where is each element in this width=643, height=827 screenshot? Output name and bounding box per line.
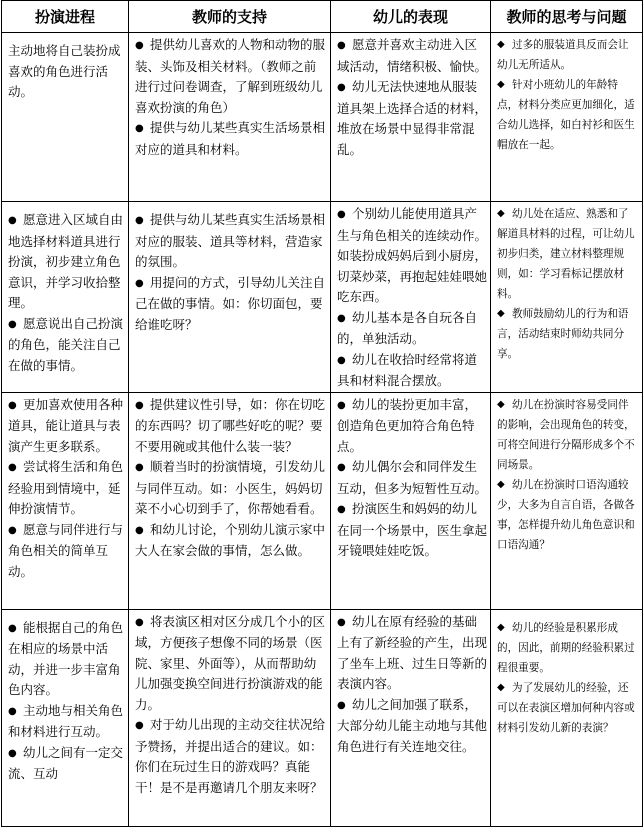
- reflection-item: ◆ 针对小班幼儿的年龄特点，材料分类应更加细化，适合幼儿选择，如白衬衫和医生帽放在一起。: [497, 75, 639, 155]
- bullet-icon: ●: [8, 524, 17, 536]
- reflection-item: ◆ 幼儿在扮演时口语沟通较少，大多为自言自语，各做各事，怎样提升幼儿角色意识和口语沟通？: [497, 475, 639, 555]
- teaching-observation-table: [1, 0, 643, 827]
- reflection-item: ◆ 幼儿的经验是积累形成的，因此，前期的经验积累过程很重要。: [497, 618, 639, 678]
- header-teacher-support: 教师的支持: [129, 1, 331, 33]
- performance-item: ● 幼儿在收拾时经常将道具和材料混合摆放。: [337, 351, 478, 388]
- diamond-bullet-icon: ◆: [497, 398, 505, 410]
- header-teacher-reflection: 教师的思考与问题: [491, 1, 643, 33]
- bullet-icon: ●: [337, 462, 346, 473]
- reflection-item: ◆ 教师鼓励幼儿的行为和语言，活动结束时师幼共同分享。: [497, 304, 639, 364]
- header-row: [2, 1, 643, 33]
- bullet-icon: ●: [135, 215, 144, 226]
- reflection-item: ◆ 幼儿在扮演时容易受同伴的影响，会出现角色的转变，可将空间进行分隔形成多个不同场景。: [497, 395, 639, 475]
- bullet-icon: ●: [135, 616, 144, 628]
- support-item: ● 将表演区相对区分成几个小的区域，方便孩子想像不同的场景（医院、家里、外面等），从而帮助幼儿加强变换空间进行扮演游戏的能力。: [135, 613, 326, 712]
- diamond-bullet-icon: ◆: [497, 208, 505, 219]
- bullet-icon: ●: [135, 720, 144, 731]
- performance-item: ● 愿意并喜欢主动进入区域活动，情绪积极、愉快。: [337, 37, 488, 74]
- bullet-icon: ●: [337, 40, 346, 51]
- header-process: 扮演进程: [2, 1, 129, 33]
- performance-cell: [331, 33, 491, 202]
- support-cell: [129, 609, 331, 826]
- table-row: [2, 609, 643, 826]
- diamond-bullet-icon: ◆: [497, 79, 505, 90]
- process-item: ● 更加喜欢使用各种道具，能让道具与表演产生更多联系。: [8, 396, 124, 454]
- process-item: ● 愿意说出自己扮演的角色，能关注自己在做的事情。: [8, 315, 124, 373]
- reflection-item: ◆ 幼儿处在适应、熟悉和了解道具材料的过程，可让幼儿初步归类，建立材料整理规则，如：学习看标记摆放材料。: [497, 204, 639, 304]
- bullet-icon: ●: [135, 399, 144, 411]
- bullet-icon: ●: [337, 399, 346, 411]
- performance-item: ● 幼儿在原有经验的基础上有了新经验的产生，出现了坐车上班、过生日等新的表演内容。: [337, 613, 488, 691]
- bullet-icon: ●: [8, 705, 17, 717]
- performance-item: ● 幼儿基本是各自玩各自的，单独活动。: [337, 309, 478, 346]
- reflection-cell: [491, 202, 643, 393]
- performance-item: ● 个别幼儿能使用道具产生与角色相关的连续动作。如装扮成妈妈后到小厨房，切菜炒菜，再抱起娃娃喂她吃东西。: [337, 206, 488, 304]
- bullet-icon: ●: [337, 312, 346, 324]
- process-item: ● 幼儿之间有一定交流、互动: [8, 744, 124, 781]
- process-cell: [2, 202, 129, 393]
- bullet-icon: ●: [8, 622, 17, 634]
- reflection-cell: [491, 392, 643, 609]
- support-item: ● 对于幼儿出现的主动交往状况给予赞扬，并提出适合的建议。如：你们在玩过生日的游戏吗？真能干！是不是再邀请几个朋友来呀？: [135, 717, 326, 795]
- table-row: [2, 392, 643, 609]
- bullet-icon: ●: [8, 215, 17, 226]
- bullet-icon: ●: [8, 399, 17, 411]
- bullet-icon: ●: [8, 747, 17, 759]
- table-row: [2, 33, 643, 202]
- bullet-icon: ●: [337, 354, 346, 366]
- diamond-bullet-icon: ◆: [497, 681, 505, 693]
- bullet-icon: ●: [8, 318, 17, 330]
- process-text: 主动地将自己装扮成喜欢的角色进行活动。: [8, 43, 121, 99]
- process-cell: [2, 392, 129, 609]
- support-item: ● 和幼儿讨论，个别幼儿演示家中大人在家会做的事情，怎么做。: [135, 521, 326, 558]
- performance-cell: [331, 609, 491, 826]
- bullet-icon: ●: [337, 616, 346, 628]
- diamond-bullet-icon: ◆: [497, 621, 505, 633]
- diamond-bullet-icon: ◆: [497, 478, 505, 490]
- diamond-bullet-icon: ◆: [497, 308, 505, 319]
- support-cell: [129, 392, 331, 609]
- support-item: ● 提供与幼儿某些真实生活场景相对应的道具和材料。: [135, 120, 326, 157]
- bullet-icon: ●: [337, 504, 346, 515]
- process-cell: [2, 609, 129, 826]
- performance-cell: [331, 202, 491, 393]
- support-item: ● 用提问的方式，引导幼儿关注自己在做的事情。如：你切面包，要给谁吃呀？: [135, 274, 326, 332]
- bullet-icon: ●: [135, 277, 144, 289]
- performance-item: ● 幼儿的装扮更加丰富，创造角色更加符合角色特点。: [337, 396, 478, 454]
- support-item: ● 顺着当时的扮演情境，引发幼儿与同伴互动。如：小医生，妈妈切菜不小心切到手了，你帮她看看。: [135, 459, 326, 516]
- bullet-icon: ●: [135, 40, 144, 51]
- bullet-icon: ●: [135, 524, 144, 536]
- support-item: ● 提供幼儿喜欢的人物和动物的服装、头饰及相关材料。（教师之前进行过问卷调查，了解到班级幼儿喜欢扮演的角色）: [135, 37, 326, 115]
- diamond-bullet-icon: ◆: [497, 39, 505, 50]
- bullet-icon: ●: [8, 462, 17, 473]
- reflection-item: ◆ 过多的服装道具反而会让幼儿无所适从。: [497, 35, 639, 75]
- header-child-performance: 幼儿的表现: [331, 1, 491, 33]
- support-item: ● 提供与幼儿某些真实生活场景相对应的服装、道具等材料，营造家的氛围。: [135, 212, 326, 269]
- process-item: ● 愿意进入区域自由地选择材料道具进行扮演，初步建立角色意识，并学习收拾整理。: [8, 212, 124, 310]
- process-item: ● 主动地与相关角色和材料进行互动。: [8, 702, 124, 739]
- reflection-cell: [491, 33, 643, 202]
- support-cell: [129, 202, 331, 393]
- performance-item: ● 幼儿之间加强了联系，大部分幼儿能主动地与其他角色进行有关连地交往。: [337, 696, 488, 754]
- process-item: ● 能根据自己的角色在相应的场景中活动，并进一步丰富角色内容。: [8, 619, 124, 697]
- performance-cell: [331, 392, 491, 609]
- bullet-icon: ●: [135, 462, 144, 473]
- process-item: ● 愿意与同伴进行与角色相关的简单互动。: [8, 521, 124, 579]
- performance-item: ● 幼儿偶尔会和同伴发生互动，但多为短暂性互动。: [337, 459, 488, 496]
- performance-item: ● 幼儿无法快速地从服装道具架上选择合适的材料，堆放在场景中显得非常混乱。: [337, 79, 488, 157]
- reflection-cell: [491, 609, 643, 826]
- support-item: ● 提供建议性引导，如：你在切吃的东西吗？切了哪些好吃的呢？要不要用碗或其他什么装一装？: [135, 396, 326, 454]
- bullet-icon: ●: [135, 123, 144, 134]
- support-cell: [129, 33, 331, 202]
- process-item: ● 尝试将生活和角色经验用到情境中，延伸扮演情节。: [8, 459, 124, 516]
- bullet-icon: ●: [337, 699, 346, 711]
- performance-item: ● 扮演医生和妈妈的幼儿在同一个场景中，医生拿起牙镜喂娃娃吃饭。: [337, 501, 488, 558]
- reflection-item: ◆ 为了发展幼儿的经验，还可以在表演区增加何种内容或材料引发幼儿新的表演？: [497, 678, 639, 738]
- bullet-icon: ●: [337, 209, 346, 220]
- process-cell: [2, 33, 129, 202]
- bullet-icon: ●: [337, 82, 346, 93]
- table-row: [2, 202, 643, 393]
